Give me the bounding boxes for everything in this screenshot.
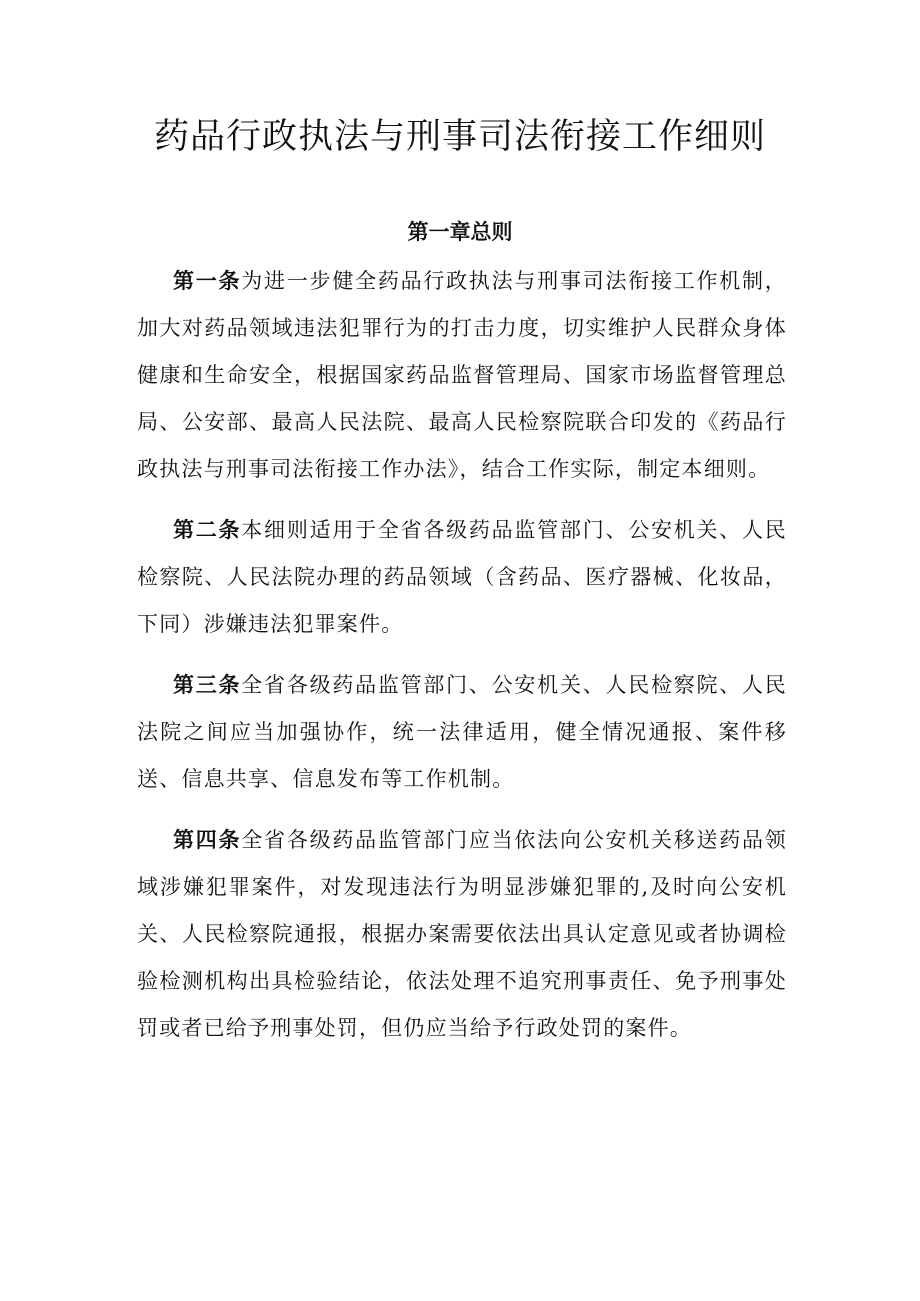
article-label: 第二条 — [173, 518, 242, 542]
chapter-heading: 第一章总则 — [407, 220, 513, 244]
document-title: 药品行政执法与刑事司法衔接工作细则 — [153, 117, 766, 157]
article-text: 全省各级药品监管部门、公安机关、人民检察院、人民法院之间应当加强协作，统一法律适用，健全情况通报、案件移送、信息共享、信息发布等工作机制。 — [137, 673, 787, 791]
article-2 — [137, 507, 787, 648]
article-label: 第三条 — [173, 673, 242, 697]
article-label: 第一条 — [173, 269, 242, 293]
article-label: 第四条 — [173, 828, 242, 852]
article-4 — [137, 817, 787, 1052]
article-3 — [137, 662, 787, 803]
document-body — [137, 258, 787, 1066]
article-1 — [137, 258, 787, 493]
article-text: 全省各级药品监管部门应当依法向公安机关移送药品领域涉嫌犯罪案件，对发现违法行为明显涉嫌犯罪的,及时向公安机关、人民检察院通报，根据办案需要依法出具认定意见或者协调检验检测机构出具检验结论，依法处理不追究刑事责任、免予刑事处罚或者已给予刑事处罚，但仍应当给予行政处罚的案件。 — [137, 828, 787, 1040]
article-text: 为进一步健全药品行政执法与刑事司法衔接工作机制，加大对药品领域违法犯罪行为的打击力度，切实维护人民群众身体健康和生命安全，根据国家药品监督管理局、国家市场监督管理总局、公安部、最高人民法院、最高人民检察院联合印发的《药品行政执法与刑事司法衔接工作办法》，结合工作实际，制定本细则。 — [137, 269, 787, 481]
article-text: 本细则适用于全省各级药品监管部门、公安机关、人民检察院、人民法院办理的药品领域（含药品、医疗器械、化妆品，下同）涉嫌违法犯罪案件。 — [137, 518, 787, 636]
